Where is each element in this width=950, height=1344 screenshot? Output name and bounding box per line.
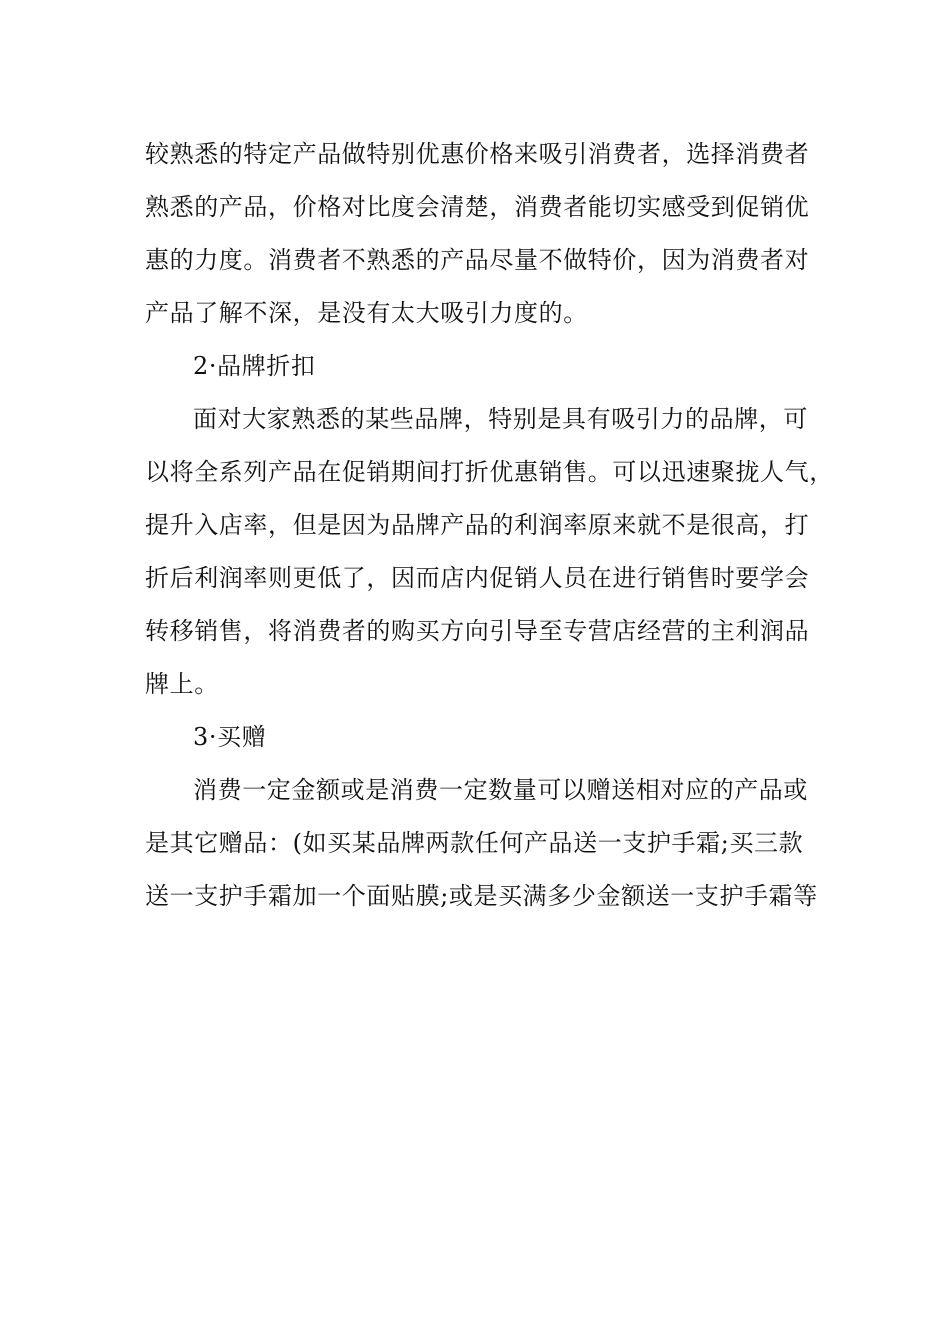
- text-line: 送一支护手霜加一个面贴膜;或是买满多少金额送一支护手霜等: [145, 882, 818, 910]
- section-heading-buy-gift: 3·买赠: [193, 723, 267, 751]
- text-line: 惠的力度。消费者不熟悉的产品尽量不做特价，因为消费者对: [145, 246, 810, 274]
- section-heading-brand-discount: 2·品牌折扣: [193, 352, 316, 380]
- text-line: 是其它赠品：(如买某品牌两款任何产品送一支护手霜;买三款: [145, 829, 804, 857]
- text-line: 折后利润率则更低了，因而店内促销人员在进行销售时要学会: [145, 564, 810, 592]
- document-body: [145, 128, 834, 923]
- text-line: 熟悉的产品，价格对比度会清楚，消费者能切实感受到促销优: [145, 193, 810, 221]
- text-line: 较熟悉的特定产品做特别优惠价格来吸引消费者，选择消费者: [145, 140, 810, 168]
- text-line: 牌上。: [145, 670, 219, 698]
- text-line: 提升入店率，但是因为品牌产品的利润率原来就不是很高，打: [145, 511, 810, 539]
- text-line: 以将全系列产品在促销期间打折优惠销售。可以迅速聚拢人气，: [145, 458, 834, 486]
- text-line: 产品了解不深，是没有太大吸引力度的。: [145, 299, 588, 327]
- text-line: 面对大家熟悉的某些品牌，特别是具有吸引力的品牌，可: [193, 405, 808, 433]
- text-line: 转移销售，将消费者的购买方向引导至专营店经营的主利润品: [145, 617, 810, 645]
- text-line: 消费一定金额或是消费一定数量可以赠送相对应的产品或: [193, 776, 808, 804]
